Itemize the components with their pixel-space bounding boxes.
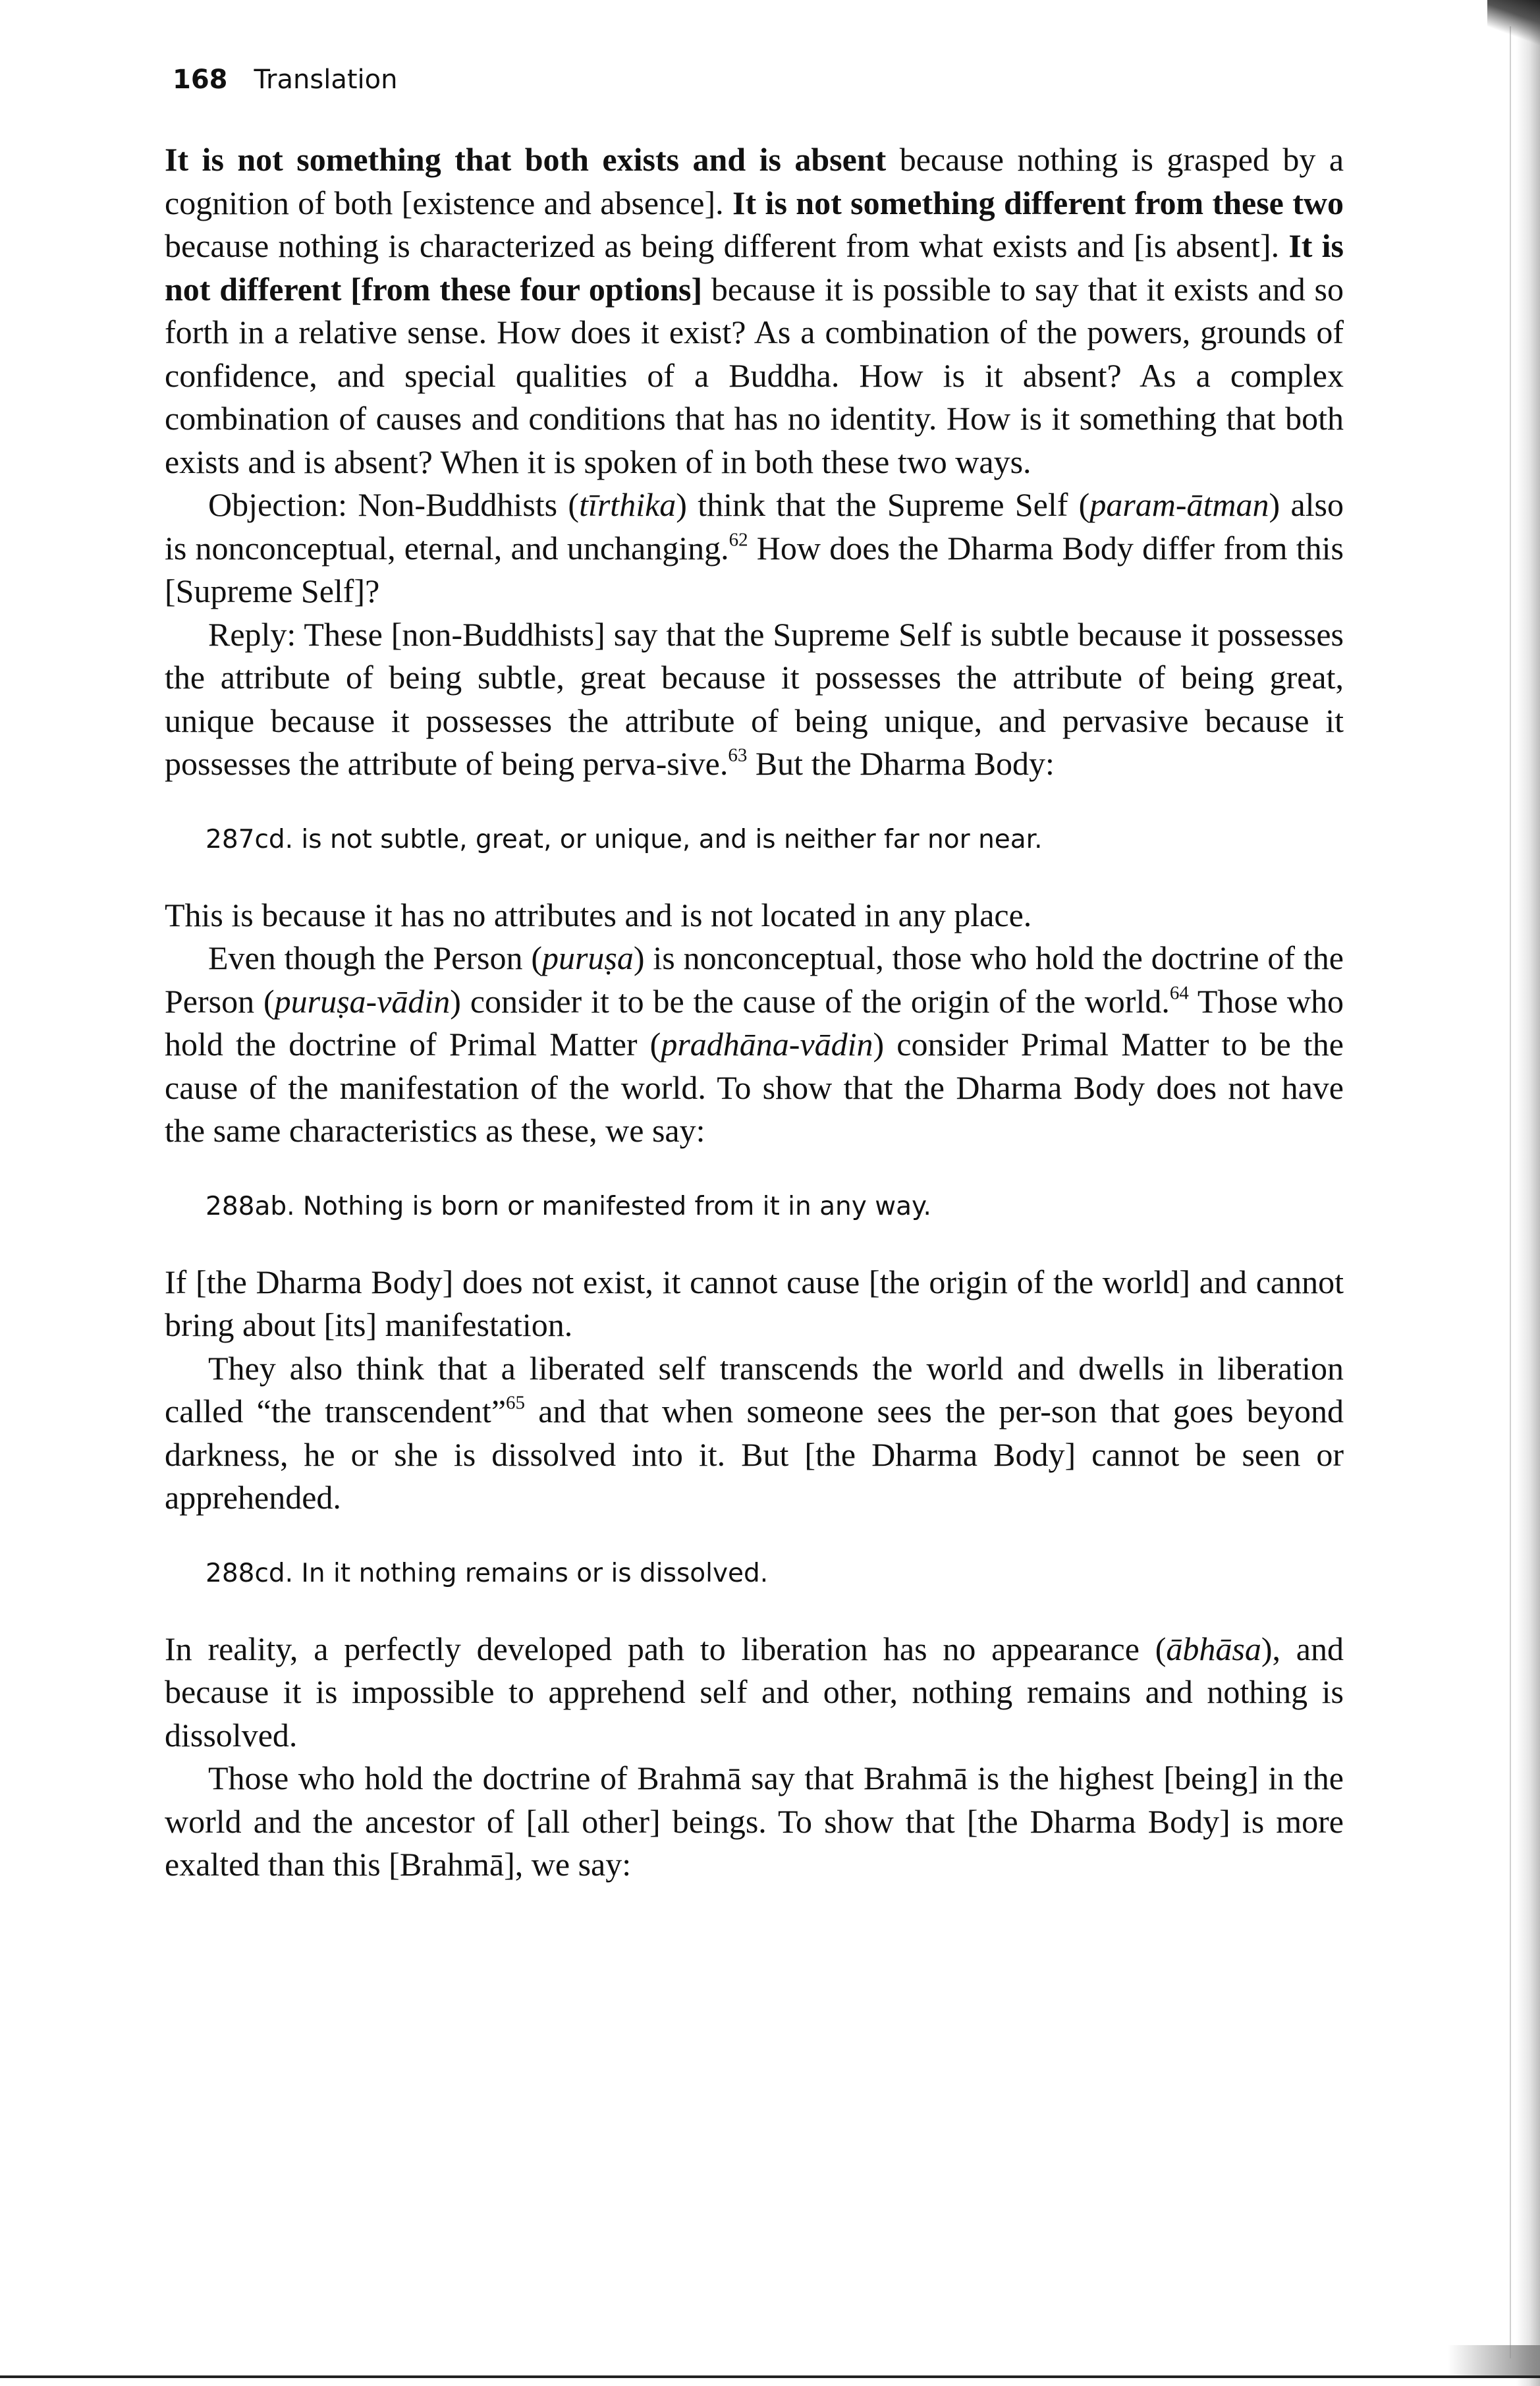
body-paragraph [165, 1347, 1344, 1520]
section-title: Translation [254, 65, 398, 95]
body-paragraph [165, 1261, 1344, 1347]
page-body [165, 138, 1344, 1887]
text-run: 288ab. Nothing is born or manifested from it in any way. [206, 1191, 931, 1221]
book-page [165, 0, 1344, 2386]
verse-line [206, 820, 1344, 860]
page-number: 168 [173, 65, 228, 95]
text-run: How does the Dharma Body differ from this [Supreme Self]? [165, 529, 1344, 609]
body-paragraph [165, 1757, 1344, 1887]
italic-term: tīrthika [579, 486, 676, 523]
body-paragraph [165, 484, 1344, 613]
text-run: If [the Dharma Body] does not exist, it cannot cause [the origin of the world] and cannot bring about [its] manifestation. [165, 1263, 1344, 1343]
bold-text: It is not something that both exists and is absent [165, 141, 887, 178]
text-run: because nothing is grasped by a cognition of both [existence and absence]. [165, 141, 1344, 221]
text-run: Even though the Person ( [208, 939, 542, 976]
scan-bottom-edge [0, 2375, 1540, 2378]
body-paragraph [165, 613, 1344, 786]
text-run: In reality, a perfectly developed path to liberation has no appearance ( [165, 1630, 1167, 1667]
text-run: This is because it has no attributes and is not located in any place. [165, 896, 1032, 933]
body-paragraph [165, 138, 1344, 484]
text-run: Reply: These [non-Buddhists] say that the Supreme Self is subtle because it possesses the attribute of being subtle, great because it possesses the attribute of being great, unique because it possesses the attribute of being unique, and pervasive because it possesses the attribute of being perva-sive. [165, 615, 1344, 782]
text-run: Objection: Non-Buddhists ( [208, 486, 580, 523]
text-run: ) consider it to be the cause of the origin of the world. [450, 982, 1170, 1020]
text-run: ) consider Primal Matter to be the cause of the manifestation of the world. To show that the Dharma Body does not have the same characteristics as these, we say: [165, 1026, 1344, 1149]
text-run: They also think that a liberated self transcends the world and dwells in liberation called “the transcendent” [165, 1349, 1344, 1429]
text-run: ) also is nonconceptual, eternal, and unchanging. [165, 486, 1344, 567]
text-run: because it is possible to say that it exists and so forth in a relative sense. How does it exist? As a combination of the powers, grounds of confidence, and special qualities of a Buddha. How is it absent? As a complex combination of causes and conditions that has no identity. How is it something that both exists and is absent? When it is spoken of in both these two ways. [165, 270, 1344, 480]
body-paragraph [165, 937, 1344, 1153]
text-run: ), and because it is impossible to apprehend self and other, nothing remains and nothing is dissolved. [165, 1630, 1344, 1754]
italic-term: pradhāna-vādin [661, 1026, 873, 1063]
italic-term: puruṣa [541, 939, 634, 976]
scan-edge-shadow [1516, 0, 1540, 2386]
body-paragraph [165, 1628, 1344, 1758]
footnote-ref: 64 [1169, 982, 1189, 1004]
text-run: 288cd. In it nothing remains or is dissolved. [206, 1558, 769, 1588]
scan-corner-mark [1487, 0, 1540, 46]
text-run: and that when someone sees the per-son that goes beyond darkness, he or she is dissolved into it. But [the Dharma Body] cannot be seen or apprehended. [165, 1393, 1344, 1516]
bold-text: It is not different [from these four options] [165, 227, 1344, 308]
text-run: ) is nonconceptual, those who hold the doctrine of the Person ( [165, 939, 1344, 1020]
text-run: 287cd. is not subtle, great, or unique, and is neither far nor near. [206, 824, 1043, 854]
verse-line [206, 1554, 1344, 1594]
text-run: But the Dharma Body: [747, 745, 1055, 782]
footnote-ref: 62 [729, 529, 748, 551]
footnote-ref: 65 [506, 1392, 526, 1414]
text-run: because nothing is characterized as being different from what exists and [is absent]. [165, 227, 1289, 264]
italic-term: ābhāsa [1166, 1630, 1261, 1667]
footnote-ref: 63 [728, 744, 748, 766]
italic-term: puruṣa-vādin [274, 982, 451, 1020]
text-run: Those who hold the doctrine of Brahmā say that Brahmā is the highest [being] in the world and the ancestor of [all other] beings. To show that [the Dharma Body] is more exalted than this [Brahmā], we say: [165, 1760, 1344, 1883]
verse-line [206, 1187, 1344, 1227]
scan-gutter-line [1510, 26, 1511, 2358]
bold-text: It is not something different from these two [732, 184, 1344, 221]
scan-bottom-smudge [1448, 2345, 1540, 2375]
italic-term: param-ātman [1089, 486, 1269, 523]
text-run: ) think that the Supreme Self ( [676, 486, 1090, 523]
running-header [173, 65, 397, 95]
text-run: Those who hold the doctrine of Primal Matter ( [165, 982, 1344, 1063]
body-paragraph [165, 894, 1344, 937]
